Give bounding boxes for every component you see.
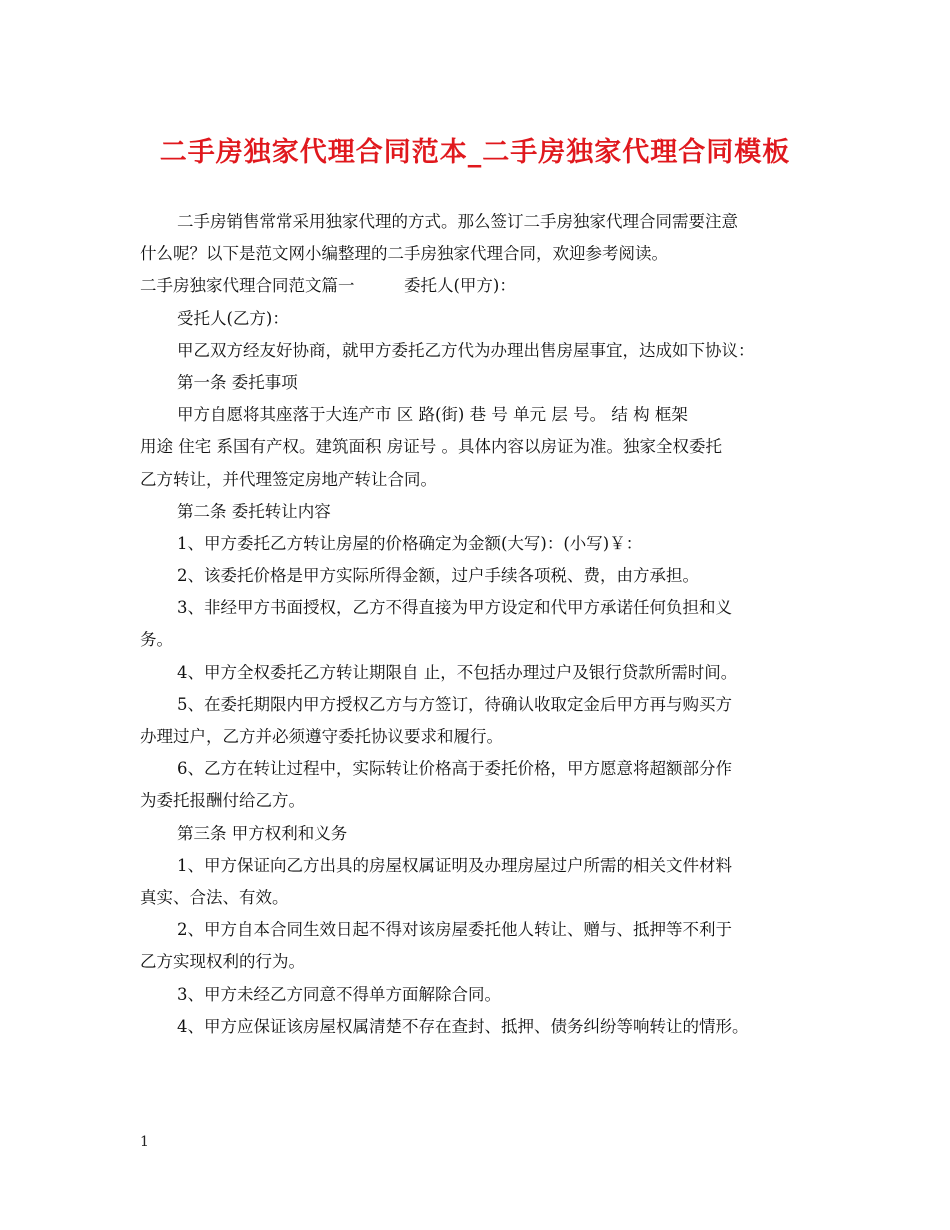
paragraph-line: 乙方转让，并代理签定房地产转让合同。 — [140, 469, 437, 489]
clause-line: 1、甲方保证向乙方出具的房屋权属证明及办理房屋过户所需的相关文件材料 — [177, 855, 732, 875]
clause-line: 办理过户，乙方并必须遵守委托协议要求和履行。 — [140, 727, 503, 746]
paragraph-line: 受托人(乙方)： — [177, 308, 289, 328]
paragraph-line: 用途 住宅 系国有产权。建筑面积 房证号 。具体内容以房证为准。独家全权委托 — [140, 437, 722, 457]
clause-line: 4、甲方全权委托乙方转让期限自 止，不包括办理过户及银行贷款所需时间。 — [177, 662, 738, 682]
section-heading: 第三条 甲方权利和义务 — [177, 823, 348, 843]
clause-line: 务。 — [140, 630, 173, 650]
clause-line: 真实、合法、有效。 — [140, 887, 289, 907]
paragraph-line: 什么呢？以下是范文网小编整理的二手房独家代理合同，欢迎参考阅读。 — [140, 244, 668, 264]
clause-line: 4、甲方应保证该房屋权属清楚不存在查封、抵押、债务纠纷等响转让的情形。 — [177, 1016, 749, 1036]
document-title: 二手房独家代理合同范本_二手房独家代理合同模板 — [159, 137, 791, 168]
clause-line: 乙方实现权利的行为。 — [140, 952, 305, 972]
document-body — [140, 206, 826, 1043]
clause-line: 为委托报酬付给乙方。 — [140, 791, 305, 811]
clause-line: 2、该委托价格是甲方实际所得金额，过户手续各项税、费，由方承担。 — [177, 566, 699, 586]
page-number: 1 — [140, 1134, 149, 1150]
section-heading: 第一条 委托事项 — [177, 372, 298, 392]
section-heading: 第二条 委托转让内容 — [177, 501, 331, 521]
clause-line: 3、甲方未经乙方同意不得单方面解除合同。 — [177, 984, 501, 1004]
paragraph-line: 甲乙双方经友好协商，就甲方委托乙方代为办理出售房屋事宜，达成如下协议： — [177, 340, 755, 360]
paragraph-line: 二手房独家代理合同范文篇一 委托人(甲方)： — [140, 276, 516, 296]
paragraph-line: 甲方自愿将其座落于大连产市 区 路(街) 巷 号 单元 层 号。 结 构 框架 — [177, 405, 688, 425]
clause-line: 6、乙方在转让过程中，实际转让价格高于委托价格，甲方愿意将超额部分作 — [177, 759, 732, 779]
clause-line: 2、甲方自本合同生效日起不得对该房屋委托他人转让、赠与、抵押等不利于 — [177, 920, 732, 940]
paragraph-line: 二手房销售常常采用独家代理的方式。那么签订二手房独家代理合同需要注意 — [177, 212, 738, 231]
clause-line: 1、甲方委托乙方转让房屋的价格确定为金额(大写)：(小写)￥： — [177, 533, 643, 553]
clause-line: 3、非经甲方书面授权，乙方不得直接为甲方设定和代甲方承诺任何负担和义 — [177, 598, 732, 618]
clause-line: 5、在委托期限内甲方授权乙方与方签订，待确认收取定金后甲方再与购买方 — [177, 694, 732, 714]
